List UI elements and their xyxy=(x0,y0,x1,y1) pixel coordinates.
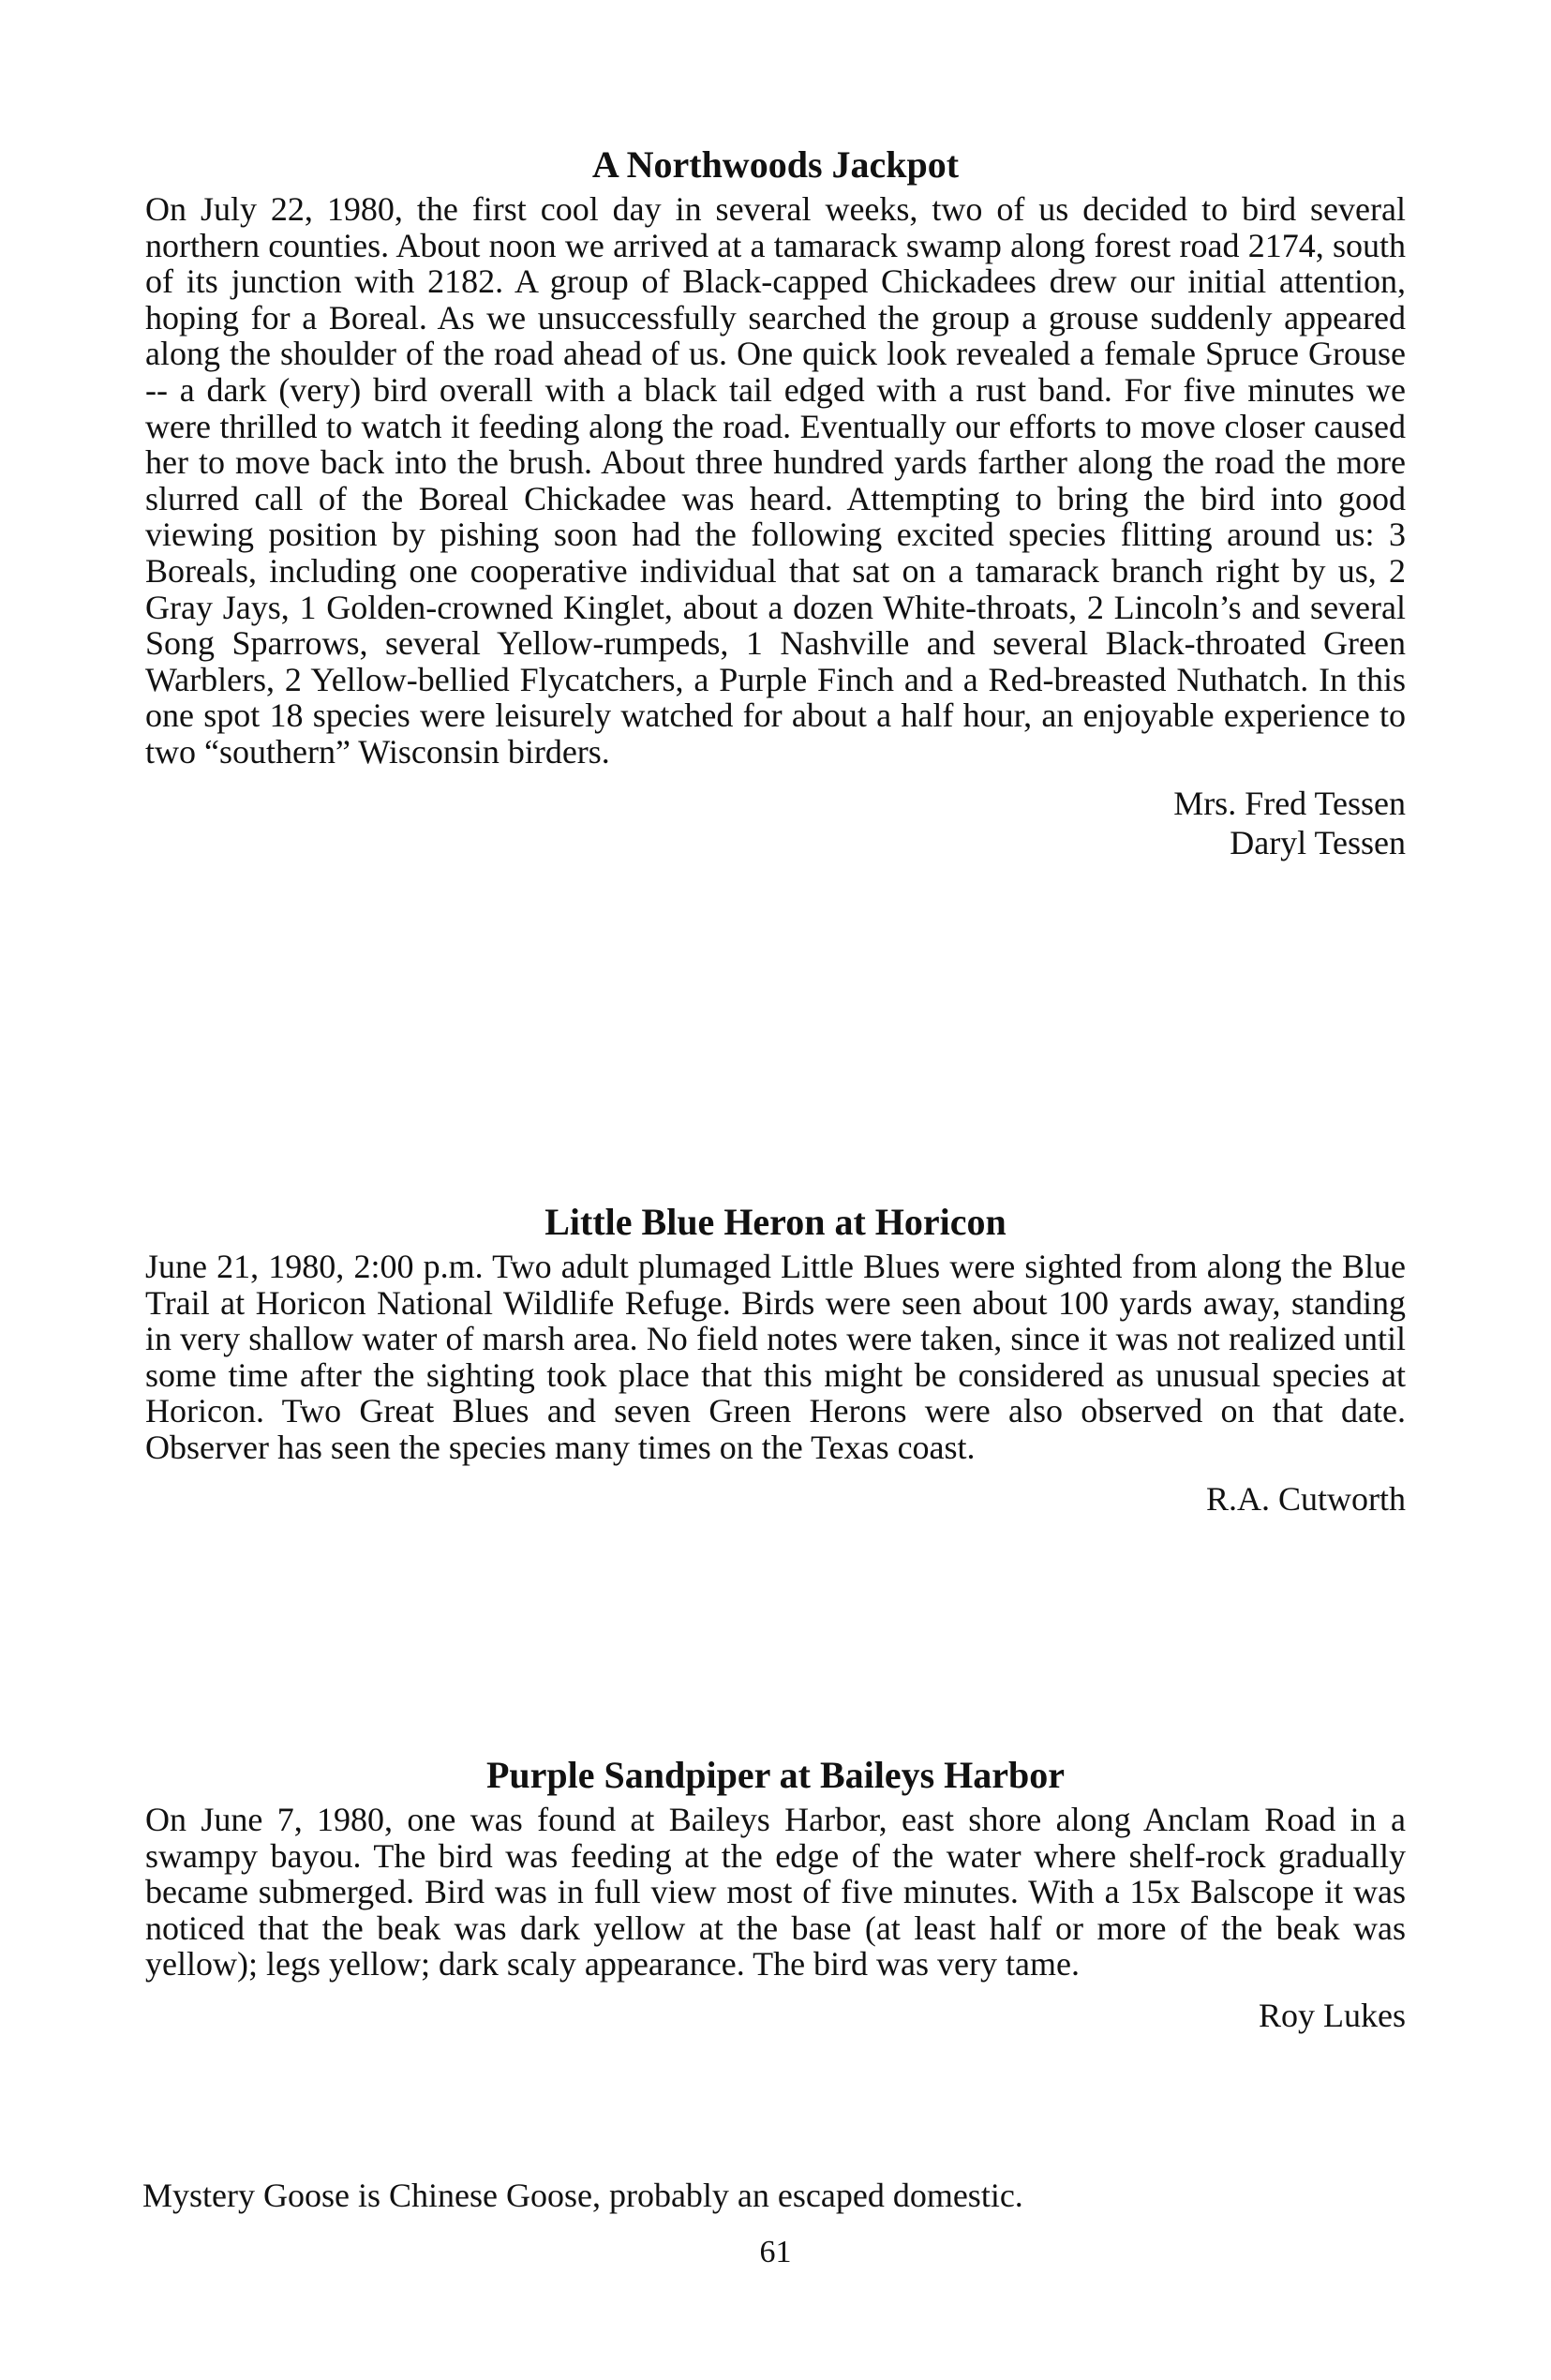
article-little-blue-heron xyxy=(145,1200,1406,1519)
article-byline xyxy=(145,1996,1406,2035)
article-byline xyxy=(145,784,1406,862)
article-title: A Northwoods Jackpot xyxy=(591,143,960,186)
article-body: On July 22, 1980, the first cool day in several weeks, two of us decided to bird several northern counties. About noon we arrived at a tamarack swamp along forest road 2174, south of its junction with 2182. A group of Black-capped Chickadees drew our initial attention, hoping for a Boreal. As we unsuccessfully searched the group a grouse suddenly appeared along the shoulder of the road ahead of us. One quick look revealed a female Spruce Grouse -- a dark (very) bird overall with a black tail edged with a rust band. For five minutes we were thrilled to watch it feeding along the road. Eventually our efforts to move closer caused her to move back into the brush. About three hundred yards farther along the road the more slurred call of the Boreal Chickadee was heard. Attempting to bring the bird into good viewing position by pishing soon had the following excited species flitting around us: 3 Boreals, including one cooperative individual that sat on a tamarack branch right by us, 2 Gray Jays, 1 Golden-crowned Kinglet, about a dozen White-throats, 2 Lincoln’s and several Song Sparrows, several Yellow-rumpeds, 1 Nashville and several Black-throated Green Warblers, 2 Yellow-bellied Flycatchers, a Purple Finch and a Red-breasted Nuthatch. In this one spot 18 species were leisurely watched for about a half hour, an enjoyable experience to two “southern” Wisconsin birders. xyxy=(145,190,1406,771)
article-northwoods-jackpot xyxy=(145,142,1406,862)
article-body: June 21, 1980, 2:00 p.m. Two adult plumaged Little Blues were sighted from along the Blue Trail at Horicon National Wildlife Refuge. Birds were seen about 100 yards away, standing in very shallow water of marsh area. No field notes were taken, since it was not realized until some time after the sighting took place that this might be considered as unusual species at Horicon. Two Great Blues and seven Green Herons were also observed on that date. Observer has seen the species many times on the Texas coast. xyxy=(145,1248,1406,1466)
author-name: R.A. Cutworth xyxy=(1205,1479,1406,1518)
article-title: Purple Sandpiper at Baileys Harbor xyxy=(485,1754,1066,1796)
article-byline xyxy=(145,1479,1406,1519)
mystery-goose-note: Mystery Goose is Chinese Goose, probably an escaped domestic. xyxy=(142,2177,1023,2214)
article-title: Little Blue Heron at Horicon xyxy=(544,1201,1007,1243)
author-name: Daryl Tessen xyxy=(1230,823,1406,861)
article-purple-sandpiper xyxy=(145,1753,1406,2035)
author-name: Mrs. Fred Tessen xyxy=(1173,784,1406,822)
page-number: 61 xyxy=(759,2235,792,2269)
article-body: On June 7, 1980, one was found at Baileys Harbor, east shore along Anclam Road in a swampy bayou. The bird was feeding at the edge of the water where shelf-rock gradually became submerged. Bird was in full view most of five minutes. With a 15x Balscope it was noticed that the beak was dark yellow at the base (at least half or more of the beak was yellow); legs yellow; dark scaly appearance. The bird was very tame. xyxy=(145,1801,1406,1983)
author-name: Roy Lukes xyxy=(1259,1996,1406,2034)
